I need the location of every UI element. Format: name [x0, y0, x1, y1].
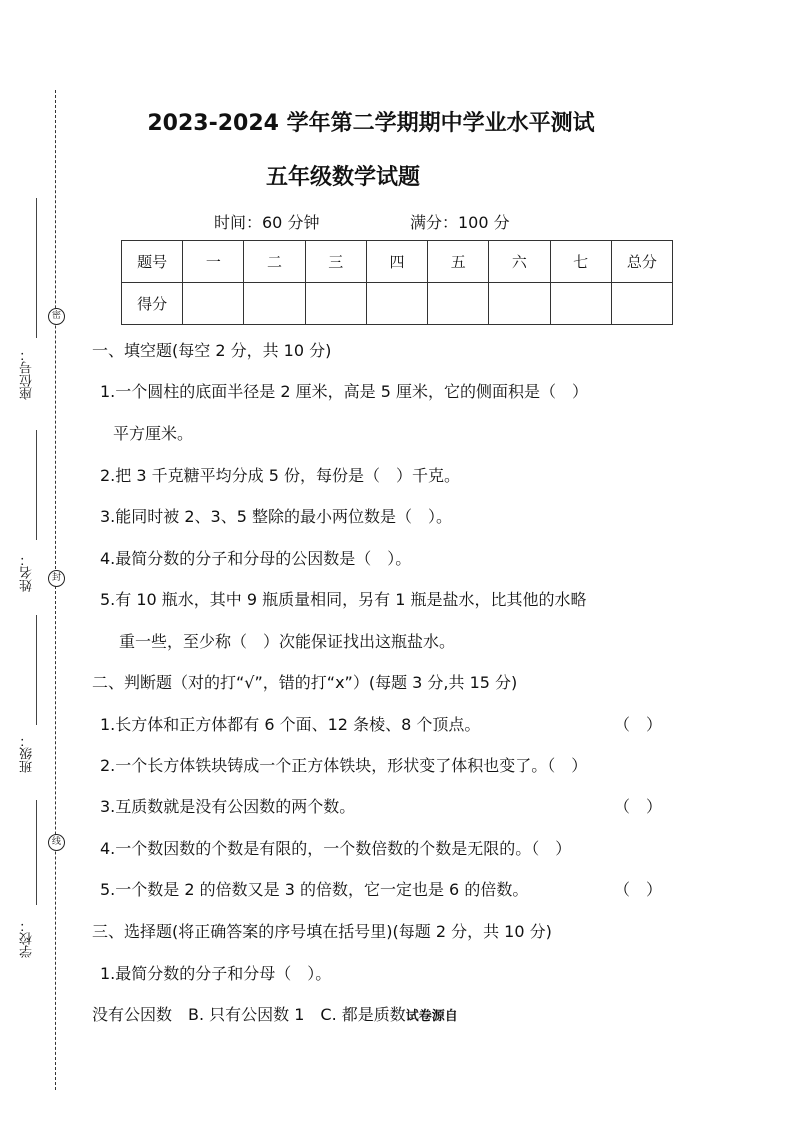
judge-question-1: 1.长方体和正方体都有 6 个面、12 条棱、8 个顶点。 — [100, 715, 481, 734]
fill-question-5: 5.有 10 瓶水，其中 9 瓶质量相同，另有 1 瓶是盐水，比其他的水略 — [100, 590, 587, 609]
score-input-cell[interactable] — [366, 283, 427, 325]
choice-options — [92, 1002, 458, 1025]
table-cell: 五 — [428, 241, 489, 283]
exam-time: 时间：60 分钟 — [214, 213, 320, 232]
seal-dashed-line — [55, 90, 56, 1090]
exam-title: 2023-2024 学年第二学期期中学业水平测试 — [147, 111, 595, 136]
exam-full-score: 满分：100 分 — [410, 213, 510, 232]
section1-heading: 一、填空题(每空 2 分，共 10 分) — [92, 341, 332, 360]
name-write-line — [36, 430, 37, 540]
exam-subtitle: 五年级数学试题 — [265, 165, 420, 190]
judge-question-3: 3.互质数就是没有公因数的两个数。 — [100, 797, 356, 816]
fill-question-1-cont: 平方厘米。 — [113, 424, 194, 443]
fill-question-2: 2.把 3 千克糖平均分成 5 份，每份是（ ）千克。 — [100, 466, 460, 485]
judge-question-5: 5.一个数是 2 的倍数又是 3 的倍数，它一定也是 6 的倍数。 — [100, 880, 529, 899]
fill-question-5-cont: 重一些，至少称（ ）次能保证找出这瓶盐水。 — [119, 632, 456, 651]
score-input-cell[interactable] — [305, 283, 366, 325]
school-write-line — [36, 800, 37, 905]
score-input-cell[interactable] — [183, 283, 244, 325]
school-label: 学校： — [20, 919, 35, 958]
table-cell: 总分 — [611, 241, 672, 283]
score-input-cell[interactable] — [244, 283, 305, 325]
section2-heading: 二、判断题（对的打“√”，错的打“x”）(每题 3 分,共 15 分) — [92, 673, 518, 692]
seal-mark-feng: 封 — [48, 570, 65, 587]
table-cell: 得分 — [122, 283, 183, 325]
choice-options-text: 没有公因数 B. 只有公因数 1 C. 都是质数 — [92, 1005, 406, 1024]
score-input-cell[interactable] — [489, 283, 550, 325]
table-cell: 七 — [550, 241, 611, 283]
fill-question-1: 1.一个圆柱的底面半径是 2 厘米，高是 5 厘米，它的侧面积是（ ） — [100, 382, 588, 401]
table-cell: 六 — [489, 241, 550, 283]
seal-mark-xian: 线 — [48, 834, 65, 851]
score-input-cell[interactable] — [550, 283, 611, 325]
seat-write-line — [36, 198, 37, 338]
fill-question-3: 3.能同时被 2、3、5 整除的最小两位数是（ ）。 — [100, 507, 452, 526]
class-write-line — [36, 615, 37, 725]
score-table-header-row — [122, 241, 673, 283]
seal-mark-mi: 密 — [48, 308, 65, 325]
answer-paren: （ ） — [614, 797, 663, 816]
fill-question-4: 4.最简分数的分子和分母的公因数是（ ）。 — [100, 549, 412, 568]
seat-label: 座位号： — [20, 348, 35, 400]
judge-question-2: 2.一个长方体铁块铸成一个正方体铁块，形状变了体积也变了。（ ） — [100, 756, 588, 775]
score-input-cell[interactable] — [428, 283, 489, 325]
name-label: 姓名： — [20, 553, 35, 592]
class-label: 班级： — [20, 734, 35, 773]
score-input-cell[interactable] — [611, 283, 672, 325]
score-table — [121, 240, 673, 325]
choice-question-1: 1.最简分数的分子和分母（ ）。 — [100, 964, 332, 983]
table-cell: 一 — [183, 241, 244, 283]
table-cell: 四 — [366, 241, 427, 283]
source-note: 试卷源自 — [405, 1009, 458, 1024]
section3-heading: 三、选择题(将正确答案的序号填在括号里)(每题 2 分，共 10 分) — [92, 922, 552, 941]
table-cell: 二 — [244, 241, 305, 283]
table-cell: 题号 — [122, 241, 183, 283]
judge-question-4: 4.一个数因数的个数是有限的，一个数倍数的个数是无限的。（ ） — [100, 839, 572, 858]
table-cell: 三 — [305, 241, 366, 283]
score-table-score-row — [122, 283, 673, 325]
answer-paren: （ ） — [614, 715, 663, 734]
answer-paren: （ ） — [614, 880, 663, 899]
